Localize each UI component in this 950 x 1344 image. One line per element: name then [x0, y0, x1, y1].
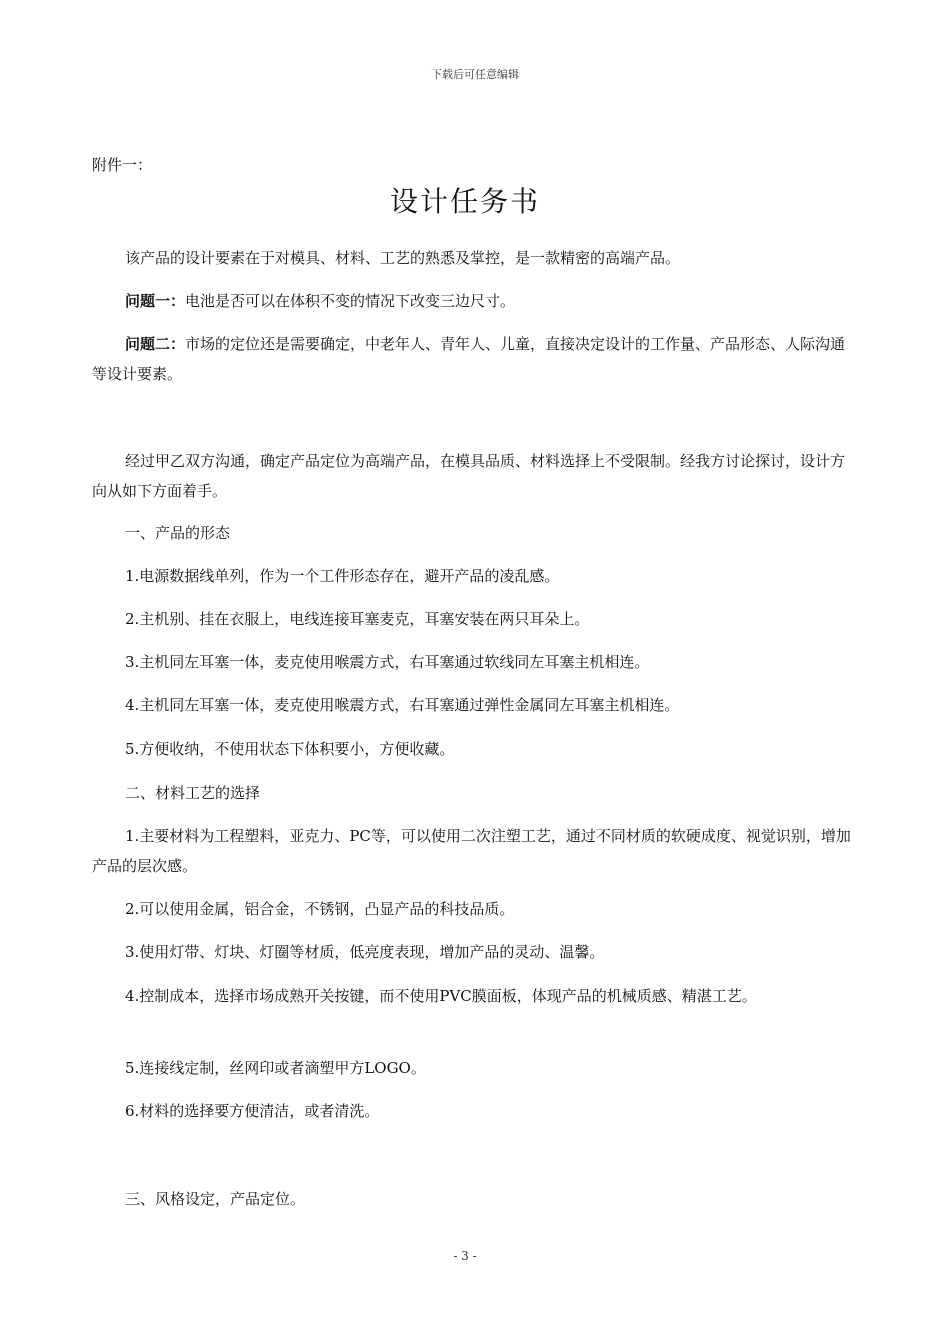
section-two-item: 4.控制成本，选择市场成熟开关按键，而不使用PVC膜面板，体现产品的机械质感、精湛工艺。 [125, 987, 757, 1005]
section-three-heading: 三、风格设定，产品定位。 [125, 1190, 306, 1208]
section-one-item: 2.主机别、挂在衣服上，电线连接耳塞麦克，耳塞安装在两只耳朵上。 [125, 610, 590, 628]
section-one-item: 5.方便收纳，不使用状态下体积要小，方便收藏。 [125, 740, 455, 758]
section-one-item: 4.主机同左耳塞一体，麦克使用喉震方式，右耳塞通过弹性金属同左耳塞主机相连。 [125, 696, 680, 714]
question-one-label: 问题一： [125, 292, 186, 310]
section-one-item: 1.电源数据线单列，作为一个工件形态存在，避开产品的凌乱感。 [125, 567, 560, 585]
question-one-text: 电池是否可以在体积不变的情况下改变三边尺寸。 [185, 292, 516, 310]
page-number: - 3 - [453, 1249, 477, 1263]
section-two-item: 5.连接线定制，丝网印或者滴塑甲方LOGO。 [125, 1059, 426, 1077]
section-one-item: 3.主机同左耳塞一体，麦克使用喉震方式，右耳塞通过软线同左耳塞主机相连。 [125, 653, 650, 671]
summary-paragraph: 经过甲乙双方沟通，确定产品定位为高端产品，在模具品质、材料选择上不受限制。经我方讨论探讨，设计方向从如下方面着手。 [92, 452, 846, 500]
document-title: 设计任务书 [389, 185, 540, 218]
page-header: 下载后可任意编辑 [431, 68, 519, 81]
section-two-item: 6.材料的选择要方便清洁，或者清洗。 [125, 1102, 380, 1120]
section-two-heading: 二、材料工艺的选择 [125, 784, 261, 802]
question-two-label: 问题二： [125, 335, 186, 353]
section-two-item: 3.使用灯带、灯块、灯圈等材质，低亮度表现，增加产品的灵动、温馨。 [125, 943, 605, 961]
section-two-item: 1.主要材料为工程塑料，亚克力、PC等，可以使用二次注塑工艺，通过不同材质的软硬成度、视觉识别，增加产品的层次感。 [92, 827, 851, 875]
question-two-text: 市场的定位还是需要确定，中老年人、青年人、儿童，直接决定设计的工作量、产品形态、人际沟通等设计要素。 [92, 335, 846, 383]
attachment-label: 附件一： [92, 156, 153, 174]
section-one-heading: 一、产品的形态 [125, 524, 231, 542]
intro-paragraph: 该产品的设计要素在于对模具、材料、工艺的熟悉及掌控，是一款精密的高端产品。 [125, 249, 681, 267]
question-one [92, 286, 852, 316]
question-two [92, 329, 852, 389]
section-two-item: 2.可以使用金属，铝合金，不锈钢，凸显产品的科技品质。 [125, 900, 515, 918]
